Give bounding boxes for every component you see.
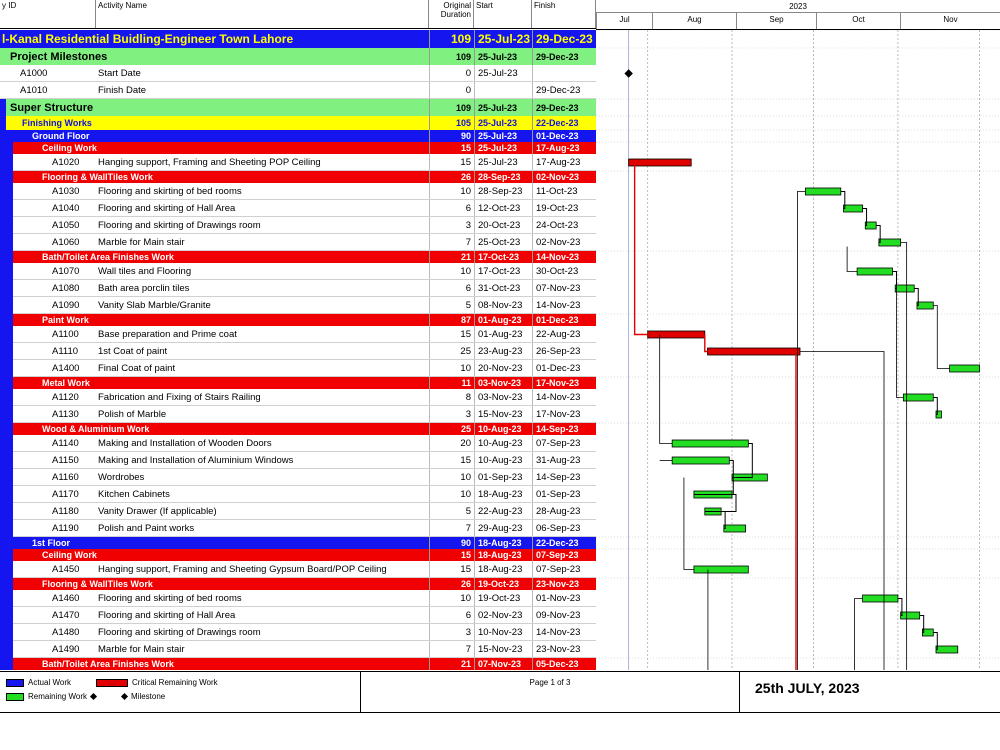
activity-duration: 5 <box>429 297 474 313</box>
activity-finish: 23-Nov-23 <box>532 641 596 657</box>
wbs-name: Bath/Toilet Area Finishes Work <box>42 252 174 262</box>
activity-start: 18-Aug-23 <box>474 561 532 577</box>
activity-id: A1080 <box>52 282 80 294</box>
critical-link <box>635 163 648 335</box>
activity-start: 07-Nov-23 <box>474 658 532 670</box>
activity-finish: 22-Dec-23 <box>532 537 596 549</box>
col-header-start[interactable]: Start <box>474 0 532 28</box>
activity-finish: 11-Oct-23 <box>532 183 596 199</box>
activity-name: Hanging support, Framing and Sheeting Gypsum Board/POP Ceiling <box>98 563 387 575</box>
activity-duration: 15 <box>429 142 474 154</box>
logic-link <box>800 352 884 671</box>
wbs-band-row[interactable] <box>0 549 596 561</box>
activity-start: 18-Aug-23 <box>474 537 532 549</box>
timeline-month: Oct <box>816 13 900 29</box>
wbs-band-row[interactable] <box>0 423 596 435</box>
wbs-name: Ceiling Work <box>42 143 97 153</box>
activity-duration: 25 <box>429 343 474 359</box>
activity-start: 01-Aug-23 <box>474 314 532 326</box>
activity-bar <box>903 394 933 401</box>
activity-name: Wordrobes <box>98 471 145 483</box>
activity-start: 19-Oct-23 <box>474 578 532 590</box>
milestone-diamond <box>624 69 632 77</box>
activity-finish: 17-Nov-23 <box>532 377 596 389</box>
critical-link <box>705 335 708 352</box>
wbs-band-row[interactable] <box>0 171 596 183</box>
activity-duration: 105 <box>429 116 474 130</box>
activity-start: 28-Sep-23 <box>474 171 532 183</box>
activity-finish: 01-Sep-23 <box>532 486 596 502</box>
activity-id: A1100 <box>52 328 79 340</box>
activity-finish: 07-Sep-23 <box>532 561 596 577</box>
col-header-activity-id[interactable]: y ID <box>0 0 96 28</box>
activity-duration: 21 <box>429 658 474 670</box>
activity-duration: 90 <box>429 130 474 142</box>
activity-finish: 23-Nov-23 <box>532 578 596 590</box>
table-row[interactable] <box>0 65 596 82</box>
activity-finish: 17-Nov-23 <box>532 406 596 422</box>
activity-duration: 3 <box>429 624 474 640</box>
activity-duration: 109 <box>429 30 474 48</box>
activity-id: A1010 <box>20 84 48 96</box>
timeline-months <box>596 13 1000 30</box>
col-header-activity-name[interactable]: Activity Name <box>96 0 429 28</box>
activity-finish: 01-Dec-23 <box>532 360 596 376</box>
activity-duration: 10 <box>429 469 474 485</box>
activity-id: A1460 <box>52 592 80 604</box>
logic-link <box>933 306 949 369</box>
activity-duration: 6 <box>429 200 474 216</box>
activity-duration: 10 <box>429 486 474 502</box>
activity-start: 23-Aug-23 <box>474 343 532 359</box>
activity-duration: 109 <box>429 99 474 116</box>
legend-critical-swatch <box>96 679 128 687</box>
wbs-name: Ground Floor <box>32 131 90 141</box>
activity-start: 25-Jul-23 <box>474 30 532 48</box>
activity-start: 18-Aug-23 <box>474 486 532 502</box>
timeline-year: 2023 <box>596 0 1000 13</box>
activity-bar <box>672 457 729 464</box>
legend-actual-work <box>6 678 71 687</box>
page-indicator <box>360 672 740 712</box>
activity-start: 08-Nov-23 <box>474 297 532 313</box>
activity-bar <box>805 188 840 195</box>
activity-duration: 10 <box>429 183 474 199</box>
activity-id: A1040 <box>52 202 80 214</box>
wbs-band-row[interactable] <box>0 537 596 549</box>
activity-duration: 3 <box>429 406 474 422</box>
activity-start: 25-Jul-23 <box>474 48 532 65</box>
wbs-name: l-Kanal Residential Buidling-Engineer Town Lahore <box>2 32 294 46</box>
logic-link <box>732 444 752 478</box>
activity-bar <box>694 566 748 573</box>
activity-id: A1150 <box>52 454 79 466</box>
activity-name: Start Date <box>98 67 141 79</box>
wbs-name: Super Structure <box>10 101 94 114</box>
activity-name: Polish of Marble <box>98 408 167 420</box>
legend-remaining-swatch <box>6 693 24 701</box>
activity-start: 10-Nov-23 <box>474 624 532 640</box>
table-row[interactable] <box>0 561 596 578</box>
activity-id: A1050 <box>52 219 80 231</box>
activity-name: Hanging support, Framing and Sheeting POP Ceiling <box>98 156 321 168</box>
activity-finish: 17-Aug-23 <box>532 142 596 154</box>
wbs-band-row[interactable] <box>0 314 596 326</box>
activity-finish: 05-Dec-23 <box>532 658 596 670</box>
table-row[interactable] <box>0 200 596 217</box>
activity-start: 02-Nov-23 <box>474 607 532 623</box>
activity-duration: 109 <box>429 48 474 65</box>
table-row[interactable] <box>0 641 596 658</box>
activity-start: 17-Oct-23 <box>474 263 532 279</box>
timeline-month: Nov <box>900 13 1000 29</box>
activity-start: 10-Aug-23 <box>474 435 532 451</box>
activity-finish: 22-Dec-23 <box>532 116 596 130</box>
activity-id: A1110 <box>52 345 79 357</box>
wbs-band-row[interactable] <box>0 30 596 48</box>
activity-duration: 20 <box>429 435 474 451</box>
activity-name: Vanity Slab Marble/Granite <box>98 299 211 311</box>
logic-link <box>855 599 863 671</box>
activity-start: 15-Nov-23 <box>474 406 532 422</box>
activity-bar <box>629 159 692 166</box>
activity-finish: 14-Nov-23 <box>532 624 596 640</box>
activity-bar <box>901 612 920 619</box>
wbs-name: Flooring & WallTiles Work <box>42 172 153 182</box>
footer <box>0 671 1000 713</box>
activity-finish: 14-Sep-23 <box>532 423 596 435</box>
activity-start: 31-Oct-23 <box>474 280 532 296</box>
activity-finish: 01-Dec-23 <box>532 130 596 142</box>
legend-remaining-work <box>6 692 100 701</box>
table-row[interactable] <box>0 520 596 537</box>
activity-id: A1490 <box>52 643 80 655</box>
table-row[interactable] <box>0 452 596 469</box>
table-row[interactable] <box>0 280 596 297</box>
table-row[interactable] <box>0 82 596 99</box>
activity-start: 29-Aug-23 <box>474 520 532 536</box>
wbs-band-row[interactable] <box>0 99 596 116</box>
table-row[interactable] <box>0 326 596 343</box>
outline-strip <box>6 130 13 670</box>
col-header-finish[interactable]: Finish <box>532 0 596 28</box>
activity-duration: 8 <box>429 389 474 405</box>
col-header-duration[interactable] <box>429 0 474 28</box>
table-row[interactable] <box>0 297 596 314</box>
header-divider <box>0 28 596 29</box>
wbs-name: Metal Work <box>42 378 90 388</box>
activity-id: A1470 <box>52 609 80 621</box>
wbs-band-row[interactable] <box>0 658 596 670</box>
table-row[interactable] <box>0 607 596 624</box>
activity-finish: 09-Nov-23 <box>532 607 596 623</box>
activity-id: A1480 <box>52 626 80 638</box>
logic-link <box>847 247 857 272</box>
activity-name: Base preparation and Prime coat <box>98 328 237 340</box>
activity-start: 20-Oct-23 <box>474 217 532 233</box>
wbs-name: Finishing Works <box>22 118 92 128</box>
legend-actual-swatch <box>6 679 24 687</box>
activity-finish: 26-Sep-23 <box>532 343 596 359</box>
activity-finish: 17-Aug-23 <box>532 154 596 170</box>
timeline-month: Aug <box>652 13 736 29</box>
activity-bar <box>950 365 980 372</box>
activity-duration: 6 <box>429 280 474 296</box>
wbs-band-row[interactable] <box>0 48 596 65</box>
gantt-chart <box>596 30 1000 670</box>
activity-duration: 0 <box>429 65 474 81</box>
activity-name: Making and Installation of Wooden Doors <box>98 437 272 449</box>
activity-start: 03-Nov-23 <box>474 377 532 389</box>
activity-id: A1020 <box>52 156 80 168</box>
activity-name: Polish and Paint works <box>98 522 195 534</box>
wbs-band-row[interactable] <box>0 116 596 130</box>
activity-start: 25-Jul-23 <box>474 142 532 154</box>
activity-name: Kitchen Cabinets <box>98 488 170 500</box>
activity-name: Flooring and skirting of Drawings room <box>98 626 261 638</box>
activity-finish: 14-Nov-23 <box>532 297 596 313</box>
activity-duration: 7 <box>429 520 474 536</box>
activity-duration: 10 <box>429 263 474 279</box>
activity-duration: 5 <box>429 503 474 519</box>
activity-bar <box>648 331 705 338</box>
activity-start: 22-Aug-23 <box>474 503 532 519</box>
activity-start <box>474 82 532 98</box>
activity-finish: 07-Sep-23 <box>532 549 596 561</box>
table-row[interactable] <box>0 154 596 171</box>
wbs-name: Project Milestones <box>10 50 108 63</box>
wbs-band-row[interactable] <box>0 142 596 154</box>
activity-duration: 10 <box>429 590 474 606</box>
activity-finish: 22-Aug-23 <box>532 326 596 342</box>
activity-bar <box>936 646 958 653</box>
logic-link <box>694 461 733 495</box>
legend-milestone-label: Milestone <box>131 692 166 701</box>
activity-duration: 7 <box>429 234 474 250</box>
activity-finish: 07-Sep-23 <box>532 435 596 451</box>
activity-duration: 26 <box>429 171 474 183</box>
activity-id: A1160 <box>52 471 79 483</box>
activity-finish: 14-Sep-23 <box>532 469 596 485</box>
activity-start: 17-Oct-23 <box>474 251 532 263</box>
activity-id: A1030 <box>52 185 80 197</box>
activity-finish: 07-Nov-23 <box>532 280 596 296</box>
table-row[interactable] <box>0 183 596 200</box>
activity-start: 18-Aug-23 <box>474 549 532 561</box>
activity-duration: 15 <box>429 561 474 577</box>
activity-name: Flooring and skirting of bed rooms <box>98 592 242 604</box>
activity-finish: 14-Nov-23 <box>532 389 596 405</box>
logic-link <box>797 192 805 671</box>
activity-finish <box>532 65 596 81</box>
activity-finish: 01-Nov-23 <box>532 590 596 606</box>
activity-finish: 19-Oct-23 <box>532 200 596 216</box>
activity-duration: 3 <box>429 217 474 233</box>
activity-finish: 30-Oct-23 <box>532 263 596 279</box>
activity-duration: 0 <box>429 82 474 98</box>
activity-finish: 14-Nov-23 <box>532 251 596 263</box>
activity-start: 15-Nov-23 <box>474 641 532 657</box>
legend-diamond-icon <box>90 693 97 700</box>
table-row[interactable] <box>0 263 596 280</box>
table-row[interactable] <box>0 469 596 486</box>
activity-duration: 15 <box>429 326 474 342</box>
activity-start: 20-Nov-23 <box>474 360 532 376</box>
wbs-name: Ceiling Work <box>42 550 97 560</box>
activity-finish: 02-Nov-23 <box>532 234 596 250</box>
legend-critical-label: Critical Remaining Work <box>132 678 218 687</box>
activity-bar <box>724 525 746 532</box>
timeline-month: Jul <box>596 13 652 29</box>
col-header-duration-line2: Duration <box>440 10 471 19</box>
activity-id: A1070 <box>52 265 80 277</box>
activity-duration: 90 <box>429 537 474 549</box>
activity-name: Vanity Drawer (If applicable) <box>98 505 217 517</box>
activity-duration: 10 <box>429 360 474 376</box>
activity-table <box>0 30 596 670</box>
activity-start: 10-Aug-23 <box>474 452 532 468</box>
activity-name: Final Coat of paint <box>98 362 176 374</box>
activity-duration: 26 <box>429 578 474 590</box>
activity-finish: 29-Dec-23 <box>532 82 596 98</box>
activity-duration: 87 <box>429 314 474 326</box>
gantt-svg <box>596 30 1000 670</box>
wbs-name: Wood & Aluminium Work <box>42 424 150 434</box>
activity-name: Wall tiles and Flooring <box>98 265 192 277</box>
activity-name: Fabrication and Fixing of Stairs Railing <box>98 391 261 403</box>
activity-name: Making and Installation of Aluminium Windows <box>98 454 294 466</box>
wbs-name: Paint Work <box>42 315 89 325</box>
activity-bar <box>917 302 933 309</box>
timeline-month: Sep <box>736 13 816 29</box>
activity-name: Flooring and skirting of bed rooms <box>98 185 242 197</box>
activity-name: Flooring and skirting of Drawings room <box>98 219 261 231</box>
activity-name: Bath area porclin tiles <box>98 282 190 294</box>
legend-remaining-label: Remaining Work <box>28 692 87 701</box>
table-row[interactable] <box>0 590 596 607</box>
wbs-band-row[interactable] <box>0 578 596 590</box>
wbs-name: Flooring & WallTiles Work <box>42 579 153 589</box>
activity-start: 25-Jul-23 <box>474 99 532 116</box>
activity-finish: 28-Aug-23 <box>532 503 596 519</box>
activity-bar <box>895 285 914 292</box>
wbs-band-row[interactable] <box>0 377 596 389</box>
activity-id: A1450 <box>52 563 80 575</box>
activity-start: 25-Oct-23 <box>474 234 532 250</box>
logic-link <box>684 478 694 570</box>
legend-critical-work <box>96 678 218 687</box>
table-row[interactable] <box>0 389 596 406</box>
table-row[interactable] <box>0 217 596 234</box>
activity-finish: 29-Dec-23 <box>532 48 596 65</box>
milestone-diamond-icon <box>121 693 128 700</box>
activity-finish: 31-Aug-23 <box>532 452 596 468</box>
activity-finish: 01-Dec-23 <box>532 314 596 326</box>
activity-id: A1130 <box>52 408 79 420</box>
activity-name: Flooring and skirting of Hall Area <box>98 609 236 621</box>
legend-actual-label: Actual Work <box>28 678 71 687</box>
table-row[interactable] <box>0 406 596 423</box>
activity-finish: 06-Sep-23 <box>532 520 596 536</box>
activity-name: Finish Date <box>98 84 147 96</box>
activity-id: A1400 <box>52 362 80 374</box>
activity-duration: 6 <box>429 607 474 623</box>
table-row[interactable] <box>0 435 596 452</box>
wbs-band-row[interactable] <box>0 251 596 263</box>
activity-finish: 29-Dec-23 <box>532 30 596 48</box>
table-row[interactable] <box>0 624 596 641</box>
table-row[interactable] <box>0 234 596 251</box>
activity-start: 19-Oct-23 <box>474 590 532 606</box>
table-row[interactable] <box>0 503 596 520</box>
activity-bar <box>863 595 898 602</box>
activity-start: 25-Jul-23 <box>474 130 532 142</box>
activity-start: 01-Sep-23 <box>474 469 532 485</box>
activity-start: 12-Oct-23 <box>474 200 532 216</box>
activity-start: 25-Jul-23 <box>474 116 532 130</box>
activity-bar <box>844 205 863 212</box>
table-row[interactable] <box>0 343 596 360</box>
activity-start: 10-Aug-23 <box>474 423 532 435</box>
activity-bar <box>857 268 892 275</box>
activity-start: 01-Aug-23 <box>474 326 532 342</box>
activity-id: A1180 <box>52 505 79 517</box>
activity-finish: 24-Oct-23 <box>532 217 596 233</box>
table-row[interactable] <box>0 486 596 503</box>
activity-id: A1000 <box>20 67 48 79</box>
activity-id: A1140 <box>52 437 79 449</box>
activity-id: A1170 <box>52 488 79 500</box>
activity-bar <box>708 348 800 355</box>
table-row[interactable] <box>0 360 596 377</box>
activity-start: 25-Jul-23 <box>474 65 532 81</box>
col-header-duration-line1: Original <box>443 1 471 10</box>
activity-id: A1190 <box>52 522 79 534</box>
page-number: Page 1 of 3 <box>529 678 571 687</box>
activity-id: A1060 <box>52 236 80 248</box>
activity-start: 25-Jul-23 <box>474 154 532 170</box>
activity-duration: 21 <box>429 251 474 263</box>
activity-name: Flooring and skirting of Hall Area <box>98 202 236 214</box>
activity-bar <box>672 440 748 447</box>
wbs-band-row[interactable] <box>0 130 596 142</box>
activity-bar <box>879 239 901 246</box>
activity-id: A1120 <box>52 391 79 403</box>
activity-start: 28-Sep-23 <box>474 183 532 199</box>
activity-finish: 29-Dec-23 <box>532 99 596 116</box>
activity-duration: 15 <box>429 154 474 170</box>
activity-duration: 11 <box>429 377 474 389</box>
activity-name: Marble for Main stair <box>98 643 185 655</box>
report-date-text: 25th JULY, 2023 <box>755 680 860 696</box>
activity-start: 03-Nov-23 <box>474 389 532 405</box>
activity-name: 1st Coat of paint <box>98 345 168 357</box>
activity-id: A1090 <box>52 299 80 311</box>
logic-link <box>660 335 672 444</box>
activity-duration: 15 <box>429 549 474 561</box>
legend-milestone <box>118 692 165 701</box>
wbs-name: 1st Floor <box>32 538 71 548</box>
report-date <box>745 672 1000 712</box>
activity-duration: 25 <box>429 423 474 435</box>
activity-duration: 15 <box>429 452 474 468</box>
activity-name: Marble for Main stair <box>98 236 185 248</box>
activity-finish: 02-Nov-23 <box>532 171 596 183</box>
activity-duration: 7 <box>429 641 474 657</box>
wbs-name: Bath/Toilet Area Finishes Work <box>42 659 174 669</box>
